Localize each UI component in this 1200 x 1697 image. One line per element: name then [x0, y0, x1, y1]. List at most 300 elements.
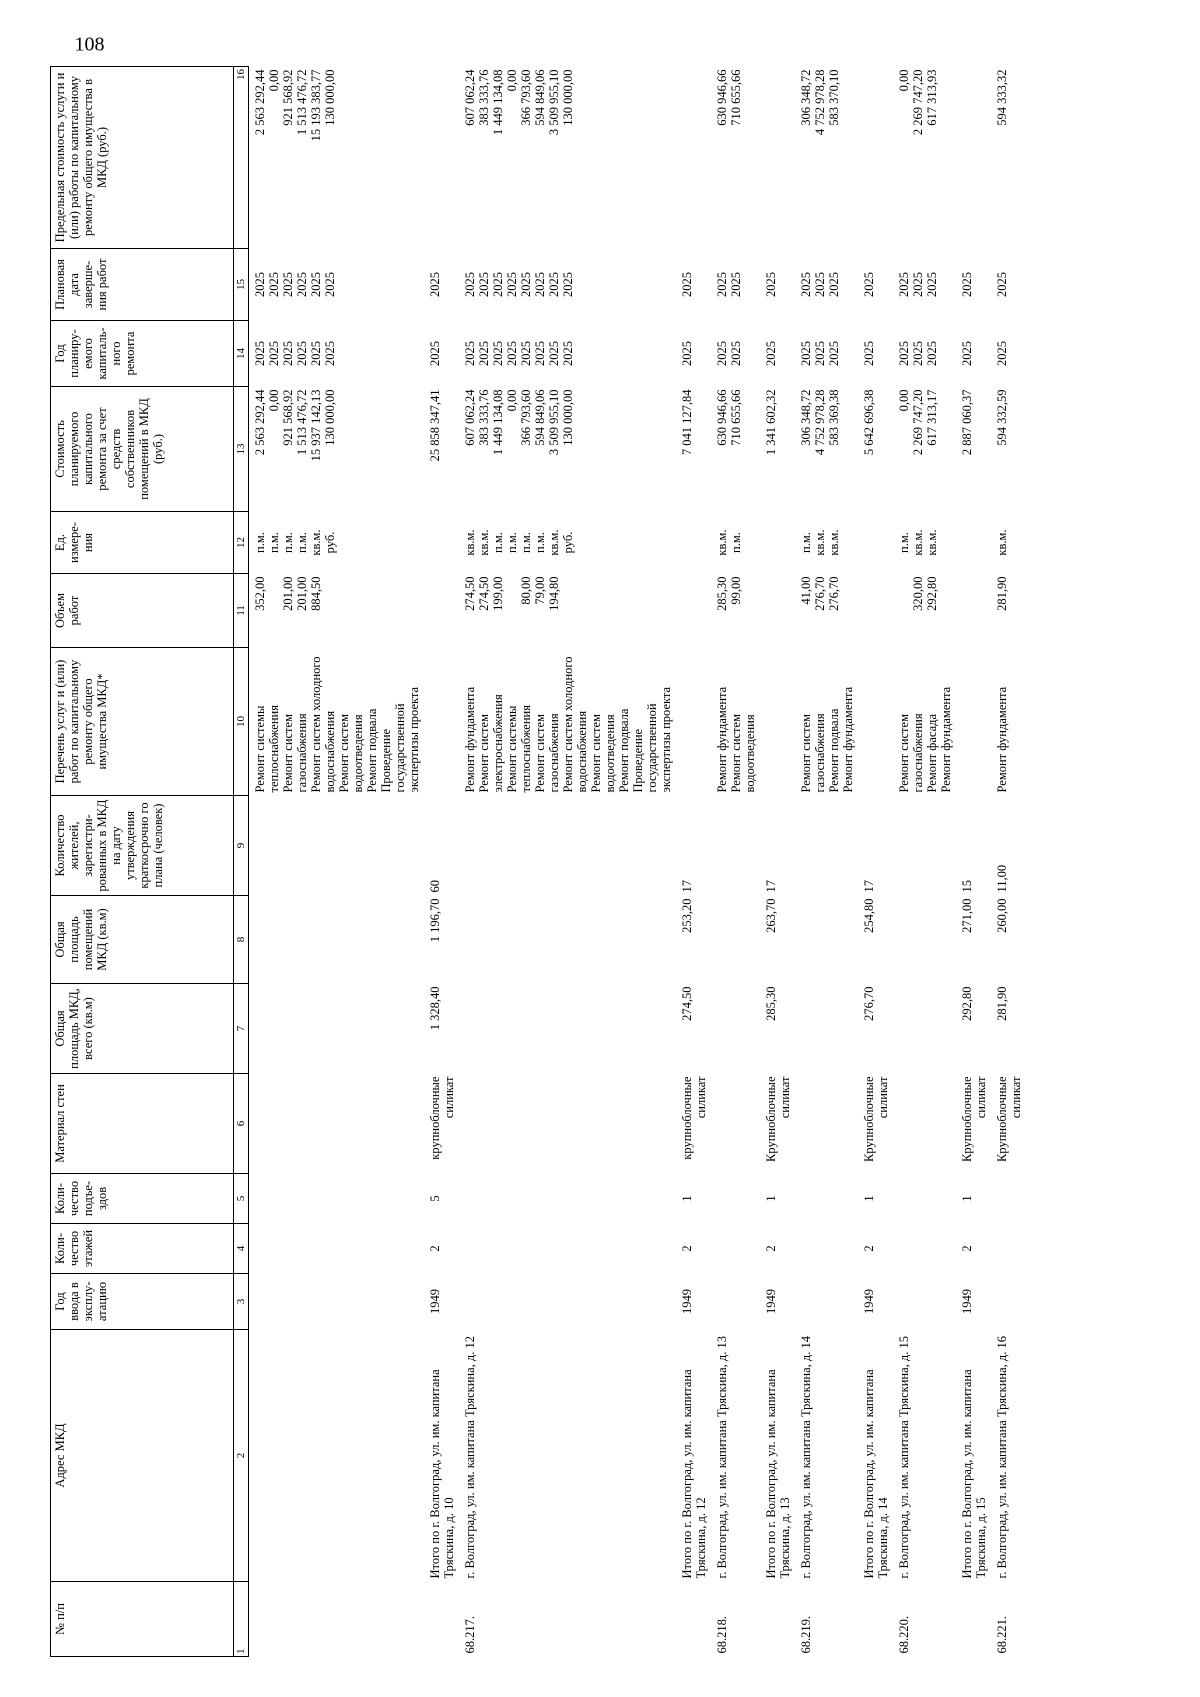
cell-entrances — [991, 1174, 1026, 1224]
cell-volume-line — [561, 577, 575, 645]
cell-limit-cost — [711, 67, 760, 249]
cell-walls — [249, 1074, 425, 1174]
cell-entrances — [711, 1174, 760, 1224]
cell-cost — [711, 387, 760, 512]
table-row — [795, 67, 858, 1657]
cell-works-line: Ремонт фасада — [925, 713, 939, 793]
cell-limit-cost-line: 15 193 383,77 — [309, 69, 323, 142]
cell-repair-year-line: 2025 — [463, 341, 477, 366]
cell-limit-cost-line: 921 568,92 — [281, 69, 295, 126]
cell-volume-line: 884,50 — [309, 576, 323, 611]
cell-cost-line: 7 041 127,84 — [680, 389, 694, 456]
cell-floors: 2 — [428, 1245, 442, 1252]
cell-entrances: 1 — [680, 1195, 694, 1202]
cell-cost — [424, 387, 459, 512]
cell-year — [459, 1274, 676, 1330]
cell-volume-line: 274,50 — [477, 576, 491, 611]
cell-limit-cost — [760, 67, 795, 249]
cell-works-line: Ремонт систем водоотведения — [729, 714, 757, 793]
col-number: 5 — [234, 1174, 249, 1224]
cell-repair-year-line: 2025 — [764, 341, 778, 366]
cell-volume-line — [505, 577, 519, 645]
cell-address: Итого по г. Волгоград, ул. им. капитана Тряскина, д. 13 — [764, 1369, 792, 1579]
cell-area-total — [795, 984, 858, 1074]
table-row — [249, 67, 425, 1657]
cell-limit-cost-line: 710 655,66 — [729, 69, 743, 126]
cell-cost-line: 306 348,72 — [799, 389, 813, 446]
cell-volume — [676, 574, 711, 648]
col-header-volume: Объем работ — [51, 574, 234, 648]
cell-end-date-line: 2025 — [729, 272, 743, 297]
cell-num — [760, 1582, 795, 1657]
repair-plan-table — [50, 66, 1026, 1657]
cell-residents — [893, 796, 956, 896]
cell-unit-line: п.м. — [267, 532, 281, 553]
cell-limit-cost — [991, 67, 1026, 249]
cell-repair-year — [711, 321, 760, 387]
cell-residents: 17 — [764, 880, 778, 893]
cell-end-date-line: 2025 — [505, 272, 519, 297]
cell-area-total: 292,80 — [960, 986, 974, 1021]
cell-end-date-line: 2025 — [477, 272, 491, 297]
cell-unit — [991, 512, 1026, 574]
cell-works — [956, 648, 991, 796]
cell-end-date-line: 2025 — [463, 272, 477, 297]
cell-cost-line: 594 332,59 — [995, 389, 1009, 446]
cell-repair-year-line: 2025 — [799, 341, 813, 366]
cell-floors — [249, 1224, 425, 1274]
cell-unit-line: п.м. — [897, 532, 911, 553]
cell-volume-line: 274,50 — [463, 576, 477, 611]
cell-num: 68.220. — [897, 1616, 911, 1654]
cell-volume-line — [267, 577, 281, 645]
col-number: 12 — [234, 512, 249, 574]
col-number: 8 — [234, 896, 249, 984]
cell-year: 1949 — [862, 1289, 876, 1314]
col-header-cost: Стоимость планируемого капитального ремонта за счет средств собственников помещений в МКД (руб.) — [51, 387, 234, 512]
cell-works-line: Ремонт фундамента — [939, 686, 953, 793]
cell-limit-cost-line: 306 348,72 — [799, 69, 813, 126]
table-row — [956, 67, 991, 1657]
cell-cost — [795, 387, 858, 512]
cell-num — [424, 1582, 459, 1657]
cell-address: г. Волгоград, ул. им. капитана Тряскина, д. 16 — [995, 1335, 1009, 1579]
cell-end-date-line: 2025 — [561, 272, 575, 297]
cell-unit-line: п.м. — [505, 532, 519, 553]
cell-works-line: Ремонт систем электроснабжения — [477, 694, 505, 793]
cell-cost-line: 366 793,60 — [519, 389, 533, 446]
cell-residents — [459, 796, 676, 896]
cell-works-line: Ремонт фундамента — [995, 686, 1009, 793]
cell-works-line: Ремонт систем газоснабжения — [897, 713, 925, 793]
cell-cost-line: 583 369,38 — [827, 389, 841, 446]
cell-works-line: Ремонт фундамента — [463, 686, 477, 793]
cell-repair-year-line: 2025 — [561, 341, 575, 366]
cell-unit-line: кв.м. — [827, 529, 841, 556]
col-header-floors: Коли-чество этажей — [51, 1224, 234, 1274]
cell-area-rooms — [795, 896, 858, 984]
cell-works — [893, 648, 956, 796]
cell-cost-line: 2 269 747,20 — [911, 389, 925, 456]
cell-cost — [991, 387, 1026, 512]
cell-area-total: 1 328,40 — [428, 986, 442, 1031]
cell-repair-year-line: 2025 — [505, 341, 519, 366]
cell-limit-cost-line: 607 062,24 — [463, 69, 477, 126]
cell-end-date-line: 2025 — [827, 272, 841, 297]
cell-floors — [459, 1224, 676, 1274]
cell-end-date — [858, 249, 893, 321]
cell-cost-line: 630 946,66 — [715, 389, 729, 446]
cell-volume-line: 276,70 — [827, 576, 841, 611]
cell-area-rooms: 253,20 — [680, 898, 694, 933]
cell-cost — [858, 387, 893, 512]
cell-entrances — [893, 1174, 956, 1224]
cell-works — [459, 648, 676, 796]
col-number: 15 — [234, 249, 249, 321]
cell-repair-year-line: 2025 — [960, 341, 974, 366]
cell-unit-line: п.м. — [799, 532, 813, 553]
cell-cost-line: 607 062,24 — [463, 389, 477, 446]
cell-end-date-line: 2025 — [680, 272, 694, 297]
cell-num — [249, 1582, 425, 1657]
cell-end-date-line: 2025 — [547, 272, 561, 297]
cell-works — [249, 648, 425, 796]
cell-end-date-line: 2025 — [533, 272, 547, 297]
cell-limit-cost — [424, 67, 459, 249]
cell-walls — [795, 1074, 858, 1174]
cell-area-total — [249, 984, 425, 1074]
cell-year: 1949 — [764, 1289, 778, 1314]
cell-works-line: Ремонт системы теплоснабжения — [253, 705, 281, 793]
cell-limit-cost-line: 3 509 955,10 — [547, 69, 561, 136]
cell-end-date — [956, 249, 991, 321]
cell-unit — [956, 512, 991, 574]
cell-end-date-line: 2025 — [267, 272, 281, 297]
cell-entrances: 5 — [428, 1195, 442, 1202]
cell-unit — [676, 512, 711, 574]
cell-unit-line: кв.м. — [925, 529, 939, 556]
cell-entrances — [249, 1174, 425, 1224]
cell-limit-cost-line: 0,00 — [505, 69, 519, 92]
cell-area-rooms — [249, 896, 425, 984]
cell-unit-line: п.м. — [519, 532, 533, 553]
page-number: 108 — [74, 33, 105, 56]
cell-area-total — [711, 984, 760, 1074]
cell-year — [893, 1274, 956, 1330]
cell-unit-line: п.м. — [533, 532, 547, 553]
cell-limit-cost-line: 2 563 292,44 — [253, 69, 267, 136]
cell-end-date-line: 2025 — [519, 272, 533, 297]
cell-limit-cost — [676, 67, 711, 249]
col-number: 6 — [234, 1074, 249, 1174]
cell-end-date-line: 2025 — [428, 272, 442, 297]
cell-address: г. Волгоград, ул. им. капитана Тряскина, д. 13 — [715, 1335, 729, 1579]
cell-cost-line: 2 563 292,44 — [253, 389, 267, 456]
cell-works — [711, 648, 760, 796]
cell-walls — [893, 1074, 956, 1174]
cell-unit-line: п.м. — [491, 532, 505, 553]
col-header-year: Год ввода в эксплу-атацию — [51, 1274, 234, 1330]
cell-end-date-line: 2025 — [309, 272, 323, 297]
cell-end-date — [249, 249, 425, 321]
cell-end-date-line: 2025 — [911, 272, 925, 297]
cell-volume-line: 79,00 — [533, 576, 547, 605]
cell-entrances — [459, 1174, 676, 1224]
cell-volume — [991, 574, 1026, 648]
cell-walls: крупноблочные силикат — [680, 1076, 708, 1160]
col-number: 4 — [234, 1224, 249, 1274]
cell-year: 1949 — [960, 1289, 974, 1314]
cell-cost-line: 1 341 602,32 — [764, 389, 778, 456]
cell-volume — [795, 574, 858, 648]
cell-repair-year-line: 2025 — [729, 341, 743, 366]
cell-unit — [249, 512, 425, 574]
cell-residents — [249, 796, 425, 896]
cell-address: Итого по г. Волгоград, ул. им. капитана Тряскина, д. 12 — [680, 1369, 708, 1579]
cell-walls: Крупноблочные силикат — [862, 1076, 890, 1162]
cell-entrances: 1 — [862, 1195, 876, 1202]
col-header-num: № п/п — [51, 1582, 234, 1657]
cell-year — [249, 1274, 425, 1330]
cell-end-date — [991, 249, 1026, 321]
cell-end-date — [459, 249, 676, 321]
cell-cost-line: 130 000,00 — [323, 389, 337, 446]
cell-cost — [249, 387, 425, 512]
cell-cost-line: 0,00 — [267, 389, 281, 412]
col-number: 3 — [234, 1274, 249, 1330]
cell-repair-year-line: 2025 — [281, 341, 295, 366]
cell-unit-line: п.м. — [729, 532, 743, 553]
cell-address: Итого по г. Волгоград, ул. им. капитана Тряскина, д. 10 — [428, 1369, 456, 1579]
cell-limit-cost — [858, 67, 893, 249]
cell-walls: крупноблочные силикат — [428, 1076, 456, 1160]
cell-num — [676, 1582, 711, 1657]
cell-repair-year-line: 2025 — [827, 341, 841, 366]
cell-year: 1949 — [428, 1289, 442, 1314]
cell-end-date-line: 2025 — [897, 272, 911, 297]
cell-cost — [956, 387, 991, 512]
col-header-entrances: Коли-чество подъе-здов — [51, 1174, 234, 1224]
cell-unit — [711, 512, 760, 574]
col-header-unit: Ед. измере-ния — [51, 512, 234, 574]
cell-limit-cost-line: 630 946,66 — [715, 69, 729, 126]
cell-repair-year-line: 2025 — [995, 341, 1009, 366]
cell-end-date — [424, 249, 459, 321]
cell-repair-year — [893, 321, 956, 387]
cell-volume — [424, 574, 459, 648]
cell-cost-line: 15 937 142,13 — [309, 389, 323, 462]
cell-num: 68.217. — [463, 1616, 477, 1654]
cell-volume-line — [897, 577, 911, 645]
cell-address — [249, 1330, 425, 1582]
cell-works-line: Ремонт подвала — [827, 708, 841, 793]
cell-address: г. Волгоград, ул. им. капитана Тряскина, д. 12 — [463, 1335, 477, 1579]
cell-works-line: Ремонт фундамента — [715, 686, 729, 793]
cell-works-line: Ремонт систем водоотведения — [337, 714, 365, 793]
cell-area-total: 281,90 — [995, 986, 1009, 1021]
col-number: 9 — [234, 796, 249, 896]
col-number: 2 — [234, 1330, 249, 1582]
col-number: 13 — [234, 387, 249, 512]
cell-repair-year — [676, 321, 711, 387]
cell-repair-year-line: 2025 — [925, 341, 939, 366]
cell-volume-line — [323, 577, 337, 645]
cell-repair-year — [858, 321, 893, 387]
cell-floors: 2 — [680, 1245, 694, 1252]
cell-walls — [711, 1074, 760, 1174]
cell-repair-year-line: 2025 — [309, 341, 323, 366]
col-header-address: Адрес МКД — [51, 1330, 234, 1582]
cell-end-date-line: 2025 — [960, 272, 974, 297]
cell-end-date-line: 2025 — [715, 272, 729, 297]
col-number: 11 — [234, 574, 249, 648]
cell-walls: Крупноблочные силикат — [995, 1076, 1023, 1162]
cell-limit-cost-line: 130 000,00 — [323, 69, 337, 126]
cell-area-total: 274,50 — [680, 986, 694, 1021]
cell-year: 1949 — [680, 1289, 694, 1314]
cell-end-date-line: 2025 — [281, 272, 295, 297]
cell-cost-line: 617 313,17 — [925, 389, 939, 446]
cell-unit-line: п.м. — [253, 532, 267, 553]
cell-walls — [459, 1074, 676, 1174]
cell-end-date-line: 2025 — [253, 272, 267, 297]
cell-unit-line: кв.м. — [911, 529, 925, 556]
cell-works-line: Ремонт систем газоснабжения — [281, 713, 309, 793]
cell-volume — [249, 574, 425, 648]
cell-end-date — [711, 249, 760, 321]
cell-repair-year-line: 2025 — [519, 341, 533, 366]
cell-limit-cost — [893, 67, 956, 249]
cell-volume — [711, 574, 760, 648]
cell-cost-line: 5 642 696,38 — [862, 389, 876, 456]
cell-address: г. Волгоград, ул. им. капитана Тряскина, д. 14 — [799, 1335, 813, 1579]
cell-end-date-line: 2025 — [813, 272, 827, 297]
cell-repair-year — [424, 321, 459, 387]
cell-cost — [676, 387, 711, 512]
cell-cost-line: 0,00 — [897, 389, 911, 412]
table-row — [893, 67, 956, 1657]
cell-num: 68.219. — [799, 1616, 813, 1654]
cell-num — [956, 1582, 991, 1657]
cell-area-total — [893, 984, 956, 1074]
cell-area-rooms: 271,00 — [960, 898, 974, 933]
cell-residents: 11,00 — [995, 864, 1009, 893]
cell-area-rooms: 1 196,70 — [428, 898, 442, 943]
cell-area-rooms — [893, 896, 956, 984]
cell-unit — [424, 512, 459, 574]
col-header-walls: Материал стен — [51, 1074, 234, 1174]
table-row — [459, 67, 676, 1657]
cell-floors — [991, 1224, 1026, 1274]
cell-volume-line: 281,90 — [995, 576, 1009, 611]
cell-end-date-line: 2025 — [995, 272, 1009, 297]
cell-limit-cost-line: 594 849,06 — [533, 69, 547, 126]
col-header-area-rooms: Общая площадь помещений МКД (кв.м) — [51, 896, 234, 984]
col-header-end-date: Плановая дата заверше-ния работ — [51, 249, 234, 321]
cell-works-line: Ремонт фундамента — [841, 686, 855, 793]
cell-unit — [893, 512, 956, 574]
cell-repair-year-line: 2025 — [491, 341, 505, 366]
cell-area-total: 285,30 — [764, 986, 778, 1021]
cell-repair-year-line: 2025 — [533, 341, 547, 366]
table-header-row — [51, 67, 234, 1657]
cell-end-date — [760, 249, 795, 321]
cell-works — [991, 648, 1026, 796]
cell-residents: 17 — [680, 880, 694, 893]
cell-limit-cost-line: 1 513 476,72 — [295, 69, 309, 136]
cell-end-date — [893, 249, 956, 321]
cell-repair-year-line: 2025 — [323, 341, 337, 366]
cell-cost — [893, 387, 956, 512]
cell-cost-line: 921 568,92 — [281, 389, 295, 446]
col-number: 1 — [234, 1582, 249, 1657]
cell-end-date-line: 2025 — [799, 272, 813, 297]
cell-unit — [858, 512, 893, 574]
cell-works — [424, 648, 459, 796]
cell-unit-line: кв.м. — [715, 529, 729, 556]
cell-works-line: Ремонт подвала — [617, 708, 631, 793]
cell-works — [795, 648, 858, 796]
cell-repair-year-line: 2025 — [253, 341, 267, 366]
cell-repair-year-line: 2025 — [897, 341, 911, 366]
cell-repair-year-line: 2025 — [267, 341, 281, 366]
col-header-area-total: Общая площадь МКД, всего (кв.м) — [51, 984, 234, 1074]
cell-unit — [760, 512, 795, 574]
cell-num: 68.218. — [715, 1616, 729, 1654]
cell-address: Итого по г. Волгоград, ул. им. капитана Тряскина, д. 15 — [960, 1369, 988, 1579]
table-row — [991, 67, 1026, 1657]
cell-unit-line: кв.м. — [813, 529, 827, 556]
cell-volume — [459, 574, 676, 648]
cell-repair-year — [249, 321, 425, 387]
col-header-repair-year: Год планиру-емого капиталь-ного ремонта — [51, 321, 234, 387]
cell-volume-line: 276,70 — [813, 576, 827, 611]
cell-volume-line: 80,00 — [519, 576, 533, 605]
cell-residents: 17 — [862, 880, 876, 893]
cell-end-date-line: 2025 — [925, 272, 939, 297]
cell-area-rooms — [459, 896, 676, 984]
cell-volume — [858, 574, 893, 648]
cell-works-line: Ремонт системы теплоснабжения — [505, 705, 533, 793]
cell-unit-line: руб. — [561, 531, 575, 554]
cell-limit-cost — [956, 67, 991, 249]
cell-num: 68.221. — [995, 1616, 1009, 1654]
cell-limit-cost — [249, 67, 425, 249]
cell-limit-cost-line: 366 793,60 — [519, 69, 533, 126]
cell-works-line: Ремонт систем водоотведения — [589, 714, 617, 793]
cell-limit-cost-line: 4 752 978,28 — [813, 69, 827, 136]
cell-cost-line: 710 655,66 — [729, 389, 743, 446]
cell-cost-line: 0,00 — [505, 389, 519, 412]
cell-volume-line: 199,00 — [491, 576, 505, 611]
cell-area-rooms: 260,00 — [995, 898, 1009, 933]
cell-unit-line: кв.м. — [477, 529, 491, 556]
cell-entrances — [795, 1174, 858, 1224]
cell-volume-line: 201,00 — [295, 576, 309, 611]
cell-volume — [893, 574, 956, 648]
cell-limit-cost-line: 0,00 — [267, 69, 281, 92]
cell-repair-year-line: 2025 — [715, 341, 729, 366]
cell-walls: Крупноблочные силикат — [764, 1076, 792, 1162]
cell-limit-cost-line: 1 449 134,08 — [491, 69, 505, 136]
cell-repair-year-line: 2025 — [428, 341, 442, 366]
cell-works — [858, 648, 893, 796]
cell-repair-year-line: 2025 — [680, 341, 694, 366]
cell-unit-line: руб. — [323, 531, 337, 554]
cell-area-rooms — [711, 896, 760, 984]
cell-works-line: Ремонт систем газоснабжения — [799, 713, 827, 793]
cell-residents: 60 — [428, 880, 442, 893]
